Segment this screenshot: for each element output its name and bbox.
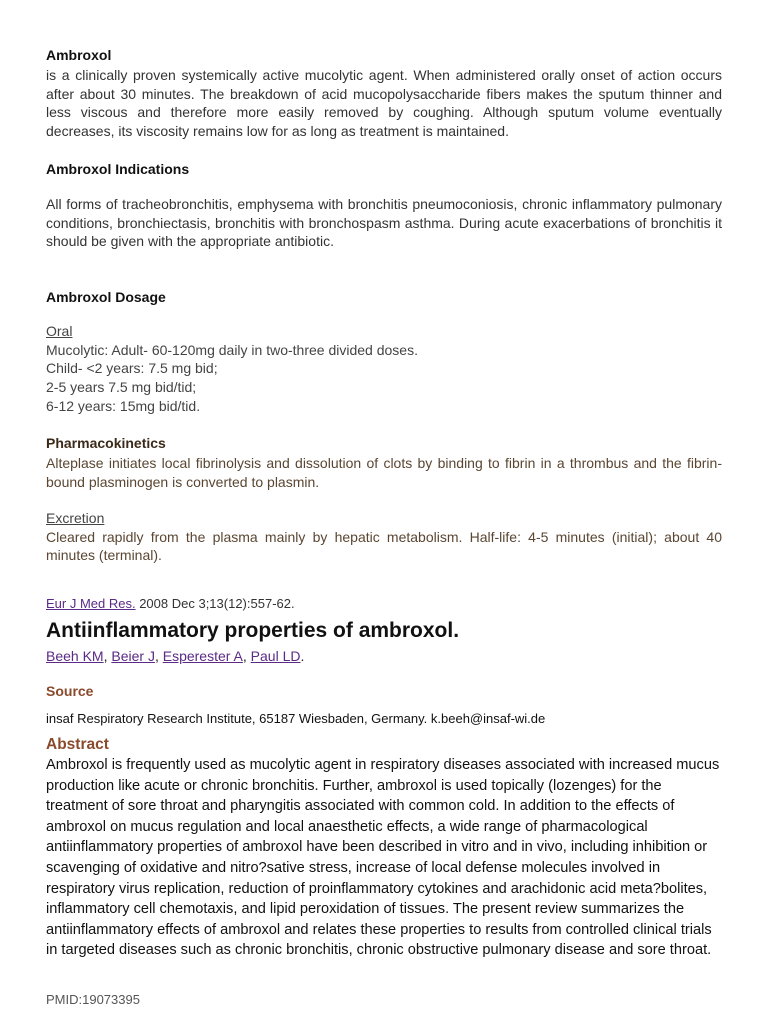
- ambroxol-heading: Ambroxol: [46, 47, 112, 63]
- ambroxol-section: [46, 47, 722, 141]
- dosage-section: [46, 289, 722, 416]
- dosage-route: Oral: [46, 323, 73, 339]
- affiliation-text: insaf Respiratory Research Institute, 65187 Wiesbaden, Germany. k.beeh@insaf-wi.de: [46, 711, 546, 726]
- author-link[interactable]: Paul LD: [250, 648, 301, 664]
- article-title: Antiinflammatory properties of ambroxol.: [46, 619, 460, 642]
- dosage-line: Child- <2 years: 7.5 mg bid;: [46, 360, 218, 377]
- source-heading: Source: [46, 683, 94, 699]
- dosage-line: Mucolytic: Adult- 60-120mg daily in two-three divided doses.: [46, 341, 418, 358]
- citation-details: 2008 Dec 3;13(12):557-62.: [135, 596, 295, 611]
- author-list: Beeh KM, Beier J, Esperester A, Paul LD.: [46, 648, 305, 664]
- dosage-line: 6-12 years: 15mg bid/tid.: [46, 397, 201, 414]
- journal-link[interactable]: Eur J Med Res.: [46, 596, 136, 611]
- pharmacokinetics-section: [46, 435, 722, 491]
- author-link[interactable]: Beeh KM: [46, 648, 104, 664]
- dosage-heading: Ambroxol Dosage: [46, 289, 166, 305]
- author-link[interactable]: Esperester A: [162, 648, 243, 664]
- excretion-text: Cleared rapidly from the plasma mainly by hepatic metabolism. Half-life: 4-5 minutes (initial); about 40 minutes (terminal).: [46, 528, 722, 564]
- article-citation: [46, 596, 722, 612]
- indications-text: All forms of tracheobronchitis, emphysema with bronchitis pneumoconiosis, chronic inflammatory pulmonary conditions, bronchiectasis, bronchitis with bronchospasm asthma. During acute exacerbations of bronchitis it should be given with the appropriate antibiotic.: [46, 196, 722, 250]
- excretion-heading: Excretion: [46, 510, 105, 526]
- abstract-text: Ambroxol is frequently used as mucolytic agent in respiratory diseases associated with increased mucus production like acute or chronic bronchitis. Further, ambroxol is used topically (lozenges) for the treatment of sore throat and pharyngitis associated with common cold. In addition to the effects of ambroxol on mucus regulation and local anaesthetic effects, a wide range of pharmacological antiinflammatory properties of ambroxol have been described in vitro and in vivo, including inhibition or scavenging of oxidative and nitro?sative stress, increase of local defense molecules involved in respiratory virus replication, reduction of proinflammatory cytokines and arachidonic acid meta?bolites, inflammatory cell chemotaxis, and lipid peroxidation of tissues. The present review summarizes the antiinflammatory effects of ambroxol and relates these properties to results from controlled clinical trials in targeted diseases such as chronic bronchitis, chronic obstructive pulmonary disease and sore throat.: [46, 757, 720, 959]
- indications-section: [46, 161, 722, 251]
- pmid-label: PMID:19073395: [46, 992, 140, 1007]
- pharmacokinetics-text: Alteplase initiates local fibrinolysis and dissolution of clots by binding to fibrin in a thrombus and the fibrin-bound plasminogen is converted to plasmin.: [46, 455, 722, 490]
- excretion-section: [46, 509, 722, 565]
- abstract-heading: Abstract: [46, 736, 109, 753]
- pharmacokinetics-heading: Pharmacokinetics: [46, 435, 166, 451]
- author-link[interactable]: Beier J: [111, 648, 155, 664]
- indications-heading: Ambroxol Indications: [46, 161, 190, 177]
- dosage-line: 2-5 years 7.5 mg bid/tid;: [46, 379, 197, 396]
- ambroxol-description: is a clinically proven systemically active mucolytic agent. When administered orally onset of action occurs after about 30 minutes. The breakdown of acid mucopolysaccharide fibers makes the sputum thinner and less viscous and therefore more easily removed by coughing. Although sputum volume eventually decreases, its viscosity remains low for as long as treatment is maintained.: [46, 67, 722, 140]
